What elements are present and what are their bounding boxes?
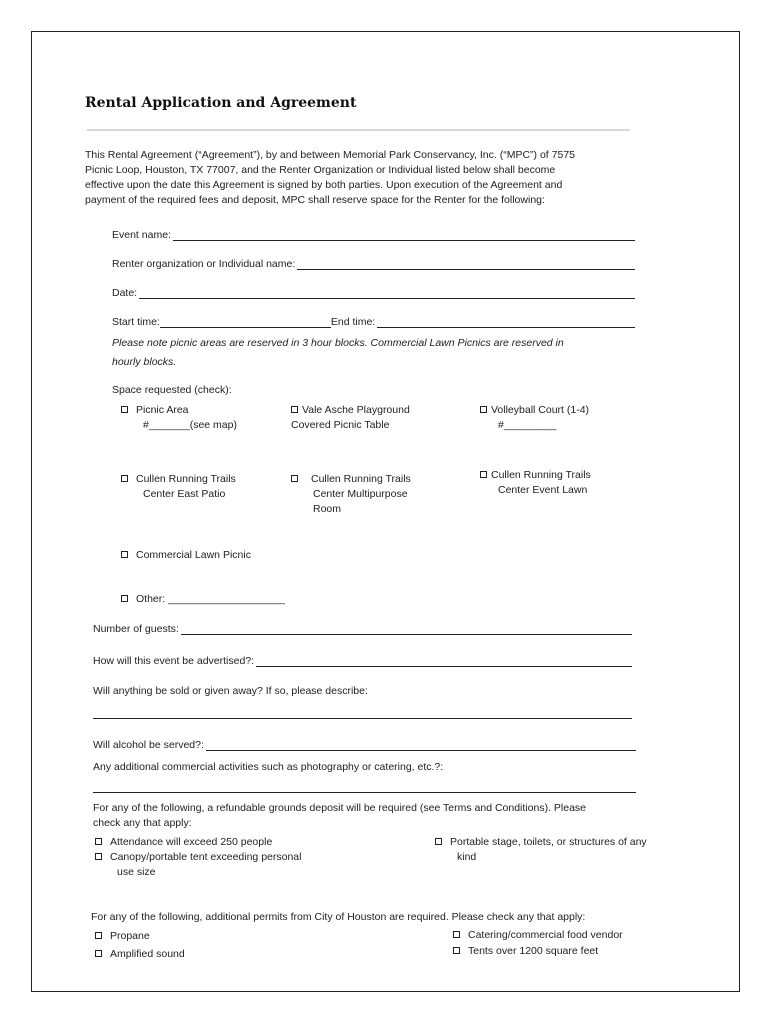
event-name-label: Event name: — [112, 229, 171, 241]
intro-line: Picnic Loop, Houston, TX 77007, and the Renter Organization or Individual listed below shall become — [85, 164, 556, 176]
permits-intro: For any of the following, additional permits from City of Houston are required. Please check any that apply: — [91, 911, 586, 923]
permit-propane[interactable]: Propane — [95, 929, 150, 944]
renter-name-line[interactable] — [297, 258, 635, 270]
date-line[interactable] — [139, 287, 635, 299]
start-time-label: Start time: — [112, 316, 160, 328]
title-divider — [87, 129, 630, 131]
permit-amplified[interactable]: Amplified sound — [95, 947, 185, 962]
permit-tents[interactable]: Tents over 1200 square feet — [453, 944, 598, 959]
checkbox[interactable] — [291, 406, 298, 413]
event-name-field[interactable] — [112, 227, 635, 241]
date-label: Date: — [112, 287, 138, 299]
checkbox[interactable] — [453, 947, 460, 954]
date-field[interactable] — [112, 285, 635, 299]
checkbox[interactable] — [121, 551, 128, 558]
alcohol-line[interactable] — [206, 739, 636, 751]
space-requested-label: Space requested (check): — [112, 384, 232, 396]
advertised-line[interactable] — [256, 655, 632, 667]
page-title: Rental Application and Agreement — [85, 95, 357, 111]
advertised-label: How will this event be advertised?: — [93, 655, 255, 667]
checkbox[interactable] — [435, 838, 442, 845]
intro-line: payment of the required fees and deposit, MPC shall reserve space for the Renter for the following: — [85, 194, 545, 206]
option-cullen-room[interactable]: Cullen Running Trails Center Multipurpose Room — [291, 472, 411, 517]
checkbox[interactable] — [453, 931, 460, 938]
option-volleyball[interactable]: Volleyball Court (1-4) #_________ — [480, 403, 589, 433]
commercial-line[interactable] — [93, 792, 636, 793]
option-cullen-patio[interactable]: Cullen Running Trails Center East Patio — [121, 472, 236, 502]
permit-catering[interactable]: Catering/commercial food vendor — [453, 928, 623, 943]
checkbox[interactable] — [121, 475, 128, 482]
checkbox[interactable] — [95, 950, 102, 957]
deposit-intro: For any of the following, a refundable grounds deposit will be required (see Terms and Conditions). Please check any that apply: — [93, 802, 587, 829]
end-time-line[interactable] — [377, 316, 635, 328]
option-picnic-area[interactable]: Picnic Area #_______(see map) — [121, 403, 237, 433]
renter-name-label: Renter organization or Individual name: — [112, 258, 296, 270]
intro-line: effective upon the date this Agreement is signed by both parties. Upon execution of the Agreement and — [85, 179, 563, 191]
checkbox[interactable] — [121, 595, 128, 602]
intro-paragraph — [85, 148, 575, 208]
checkbox[interactable] — [95, 853, 102, 860]
picnic-note-line: Please note picnic areas are reserved in 3 hour blocks. Commercial Lawn Picnics are reserved in — [112, 337, 564, 349]
commercial-label: Any additional commercial activities such as photography or catering, etc.?: — [93, 761, 444, 773]
advertised-field[interactable] — [93, 653, 632, 667]
checkbox[interactable] — [291, 475, 298, 482]
deposit-portable[interactable]: Portable stage, toilets, or structures of any kind — [435, 835, 647, 865]
event-name-line[interactable] — [173, 229, 635, 241]
deposit-attendance[interactable]: Attendance will exceed 250 people — [95, 835, 272, 850]
end-time-label: End time: — [330, 316, 376, 328]
intro-line: This Rental Agreement (“Agreement”), by and between Memorial Park Conservancy, Inc. (“MPC”) of 7575 — [85, 149, 576, 161]
renter-name-field[interactable] — [112, 256, 635, 270]
sold-label: Will anything be sold or given away? If so, please describe: — [93, 685, 368, 697]
deposit-canopy[interactable]: Canopy/portable tent exceeding personal use size — [95, 850, 301, 880]
picnic-note-line: hourly blocks. — [112, 356, 177, 368]
option-other[interactable]: Other: ____________________ — [121, 592, 285, 607]
checkbox[interactable] — [95, 932, 102, 939]
time-fields[interactable] — [112, 314, 635, 328]
guests-line[interactable] — [181, 623, 632, 635]
checkbox[interactable] — [121, 406, 128, 413]
alcohol-field[interactable] — [93, 737, 636, 751]
guests-field[interactable] — [93, 621, 632, 635]
start-time-line[interactable] — [160, 316, 331, 328]
option-cullen-lawn[interactable]: Cullen Running Trails Center Event Lawn — [480, 468, 591, 498]
option-commercial-lawn[interactable]: Commercial Lawn Picnic — [121, 548, 251, 563]
checkbox[interactable] — [480, 406, 487, 413]
sold-line[interactable] — [93, 718, 632, 719]
picnic-note — [112, 334, 564, 372]
alcohol-label: Will alcohol be served?: — [93, 739, 204, 751]
option-vale-asche[interactable]: Vale Asche Playground Covered Picnic Table — [291, 404, 410, 431]
checkbox[interactable] — [95, 838, 102, 845]
guests-label: Number of guests: — [93, 623, 179, 635]
checkbox[interactable] — [480, 471, 487, 478]
